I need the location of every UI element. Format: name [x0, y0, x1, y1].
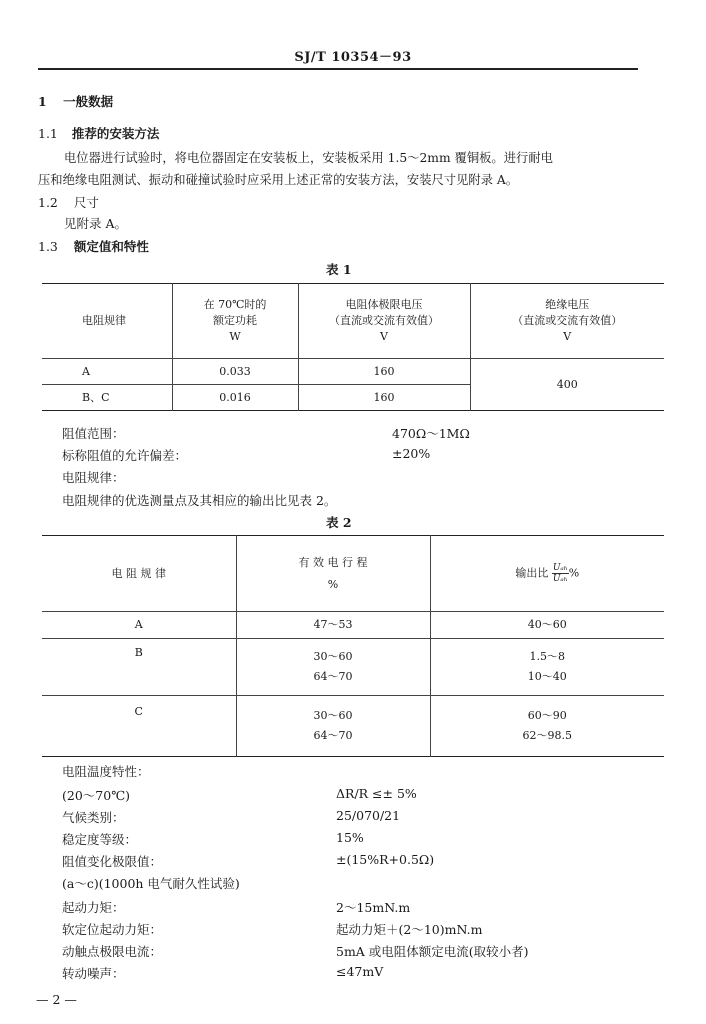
header-text: 额定功耗: [213, 314, 257, 327]
subsection-number: 1.2: [38, 195, 58, 210]
spec-value: 25/070/21: [336, 808, 401, 823]
subsection-title: 推荐的安装方法: [71, 126, 160, 141]
table-2: [42, 535, 664, 757]
header-cell: [470, 284, 664, 359]
law-note: 电阻规律的优选测量点及其相应的输出比见表 2。: [62, 493, 337, 508]
spec-label: 转动噪声：: [62, 966, 125, 981]
law-cell: [42, 696, 236, 757]
insulation-voltage-cell: 400: [470, 359, 664, 411]
ratio-value: 1.5～8: [529, 650, 565, 663]
spec-value: 5mA 或电阻体额定电流(取较小者): [336, 944, 529, 959]
spec-label: 电阻规律：: [62, 470, 125, 485]
law-cell: B、C: [82, 390, 110, 404]
header-text: 输出比: [515, 566, 549, 580]
install-paragraph-line-1: 电位器进行试验时，将电位器固定在安装板上，安装板采用 1.5～2mm 覆铜板。进行耐电: [64, 151, 553, 165]
ratio-cell: [430, 696, 664, 757]
ratio-value: 10～40: [527, 670, 567, 683]
table-1: [42, 283, 664, 411]
limit-voltage-cell: 160: [298, 359, 470, 385]
header-cell: [298, 284, 470, 359]
table-row: [42, 696, 664, 757]
spec-label: 软定位起动力矩：: [62, 922, 163, 937]
header-cell: [172, 284, 298, 359]
section-title: 一般数据: [63, 94, 114, 109]
header-cell: [236, 536, 430, 612]
law-cell: [42, 639, 236, 696]
header-unit: W: [229, 330, 241, 343]
install-paragraph-line-2: 压和绝缘电阻测试、振动和碰撞试验时应采用上述正常的安装方法，安装尺寸见附录 A。: [38, 173, 519, 187]
header-unit: %: [568, 566, 580, 580]
header-unit: %: [327, 577, 339, 591]
law-cell: A: [42, 612, 236, 639]
table-header-row: [42, 536, 664, 612]
header-text: 在 70℃时的: [203, 298, 267, 311]
section-number: 1: [38, 94, 47, 109]
law-text: B: [134, 646, 143, 659]
subsection-1-2-heading: [38, 193, 99, 211]
ratio-value: 62～98.5: [522, 729, 572, 742]
subsection-1-3-heading: [38, 237, 149, 255]
header-text: 绝缘电压: [545, 298, 590, 311]
spec-label: 阻值范围：: [62, 426, 125, 441]
section-1-heading: [38, 92, 113, 110]
subsection-title: 额定值和特性: [73, 239, 149, 254]
table-row: [42, 612, 664, 639]
ratio-fraction: [552, 563, 569, 584]
travel-cell: 47～53: [236, 612, 430, 639]
travel-cell: [236, 639, 430, 696]
power-cell: 0.033: [172, 359, 298, 385]
header-text: 电阻体极限电压: [345, 298, 423, 311]
spec-value: ±(15%R+0.5Ω): [336, 852, 435, 867]
header-rule: [38, 68, 638, 70]
spec-value: 起动力矩＋(2～10)mN.m: [336, 922, 483, 937]
fraction-denominator: Uₐₕ: [552, 574, 568, 584]
limit-voltage-cell: 160: [298, 385, 470, 411]
subsection-number: 1.1: [38, 126, 58, 141]
subsection-title: 尺寸: [73, 195, 99, 210]
spec-value: ≤47mV: [336, 964, 384, 979]
header-unit: V: [380, 330, 388, 343]
fraction-numerator: Uₐₕ: [552, 563, 568, 573]
subsection-1-1-heading: [38, 124, 159, 142]
spec-label: (a～c)(1000h 电气耐久性试验): [62, 876, 240, 891]
spec-label: (20～70℃): [62, 788, 131, 803]
travel-value: 30～60: [313, 709, 353, 722]
law-cell: A: [42, 359, 172, 385]
header-text: （直流或交流有效值）: [329, 314, 439, 327]
header-cell: [430, 536, 664, 612]
spec-label: 电阻温度特性：: [62, 764, 150, 779]
power-cell: 0.016: [172, 385, 298, 411]
travel-value: 64～70: [313, 729, 353, 742]
ratio-cell: [430, 639, 664, 696]
ratio-cell: 40～60: [430, 612, 664, 639]
subsection-number: 1.3: [38, 239, 58, 254]
table-row: [42, 359, 664, 385]
ratio-value: 60～90: [527, 709, 567, 722]
header-cell: [42, 536, 236, 612]
header-text: （直流或交流有效值）: [512, 314, 623, 327]
travel-value: 30～60: [313, 650, 353, 663]
header-unit: V: [563, 330, 572, 343]
table-header-row: [42, 284, 664, 359]
header-text: 电 阻 规 律: [111, 566, 166, 580]
doc-code-header: SJ/T 10354－93: [294, 50, 412, 65]
table-1-caption: 表 1: [326, 262, 352, 277]
page-number: — 2 —: [36, 992, 77, 1007]
spec-label: 起动力矩：: [62, 900, 125, 915]
table-2-caption: 表 2: [326, 515, 352, 530]
dimension-reference: 见附录 A。: [64, 216, 128, 231]
spec-value: 2～15mN.m: [336, 900, 411, 915]
travel-cell: [236, 696, 430, 757]
law-text: C: [134, 705, 143, 718]
spec-value: 470Ω～1MΩ: [392, 426, 470, 441]
header-text: 电阻规律: [82, 314, 126, 327]
header-cell: [42, 284, 172, 359]
spec-label: 稳定度等级：: [62, 832, 138, 847]
table-row: [42, 639, 664, 696]
spec-label: 标称阻值的允许偏差：: [62, 448, 188, 463]
spec-value: 15%: [336, 830, 364, 845]
spec-value: ±20%: [392, 446, 431, 461]
spec-label: 气候类别：: [62, 810, 125, 825]
spec-label: 阻值变化极限值：: [62, 854, 163, 869]
spec-value: ΔR/R ≤± 5%: [336, 786, 417, 801]
travel-value: 64～70: [313, 670, 353, 683]
spec-label: 动触点极限电流：: [62, 944, 163, 959]
header-text: 有 效 电 行 程: [298, 555, 368, 569]
